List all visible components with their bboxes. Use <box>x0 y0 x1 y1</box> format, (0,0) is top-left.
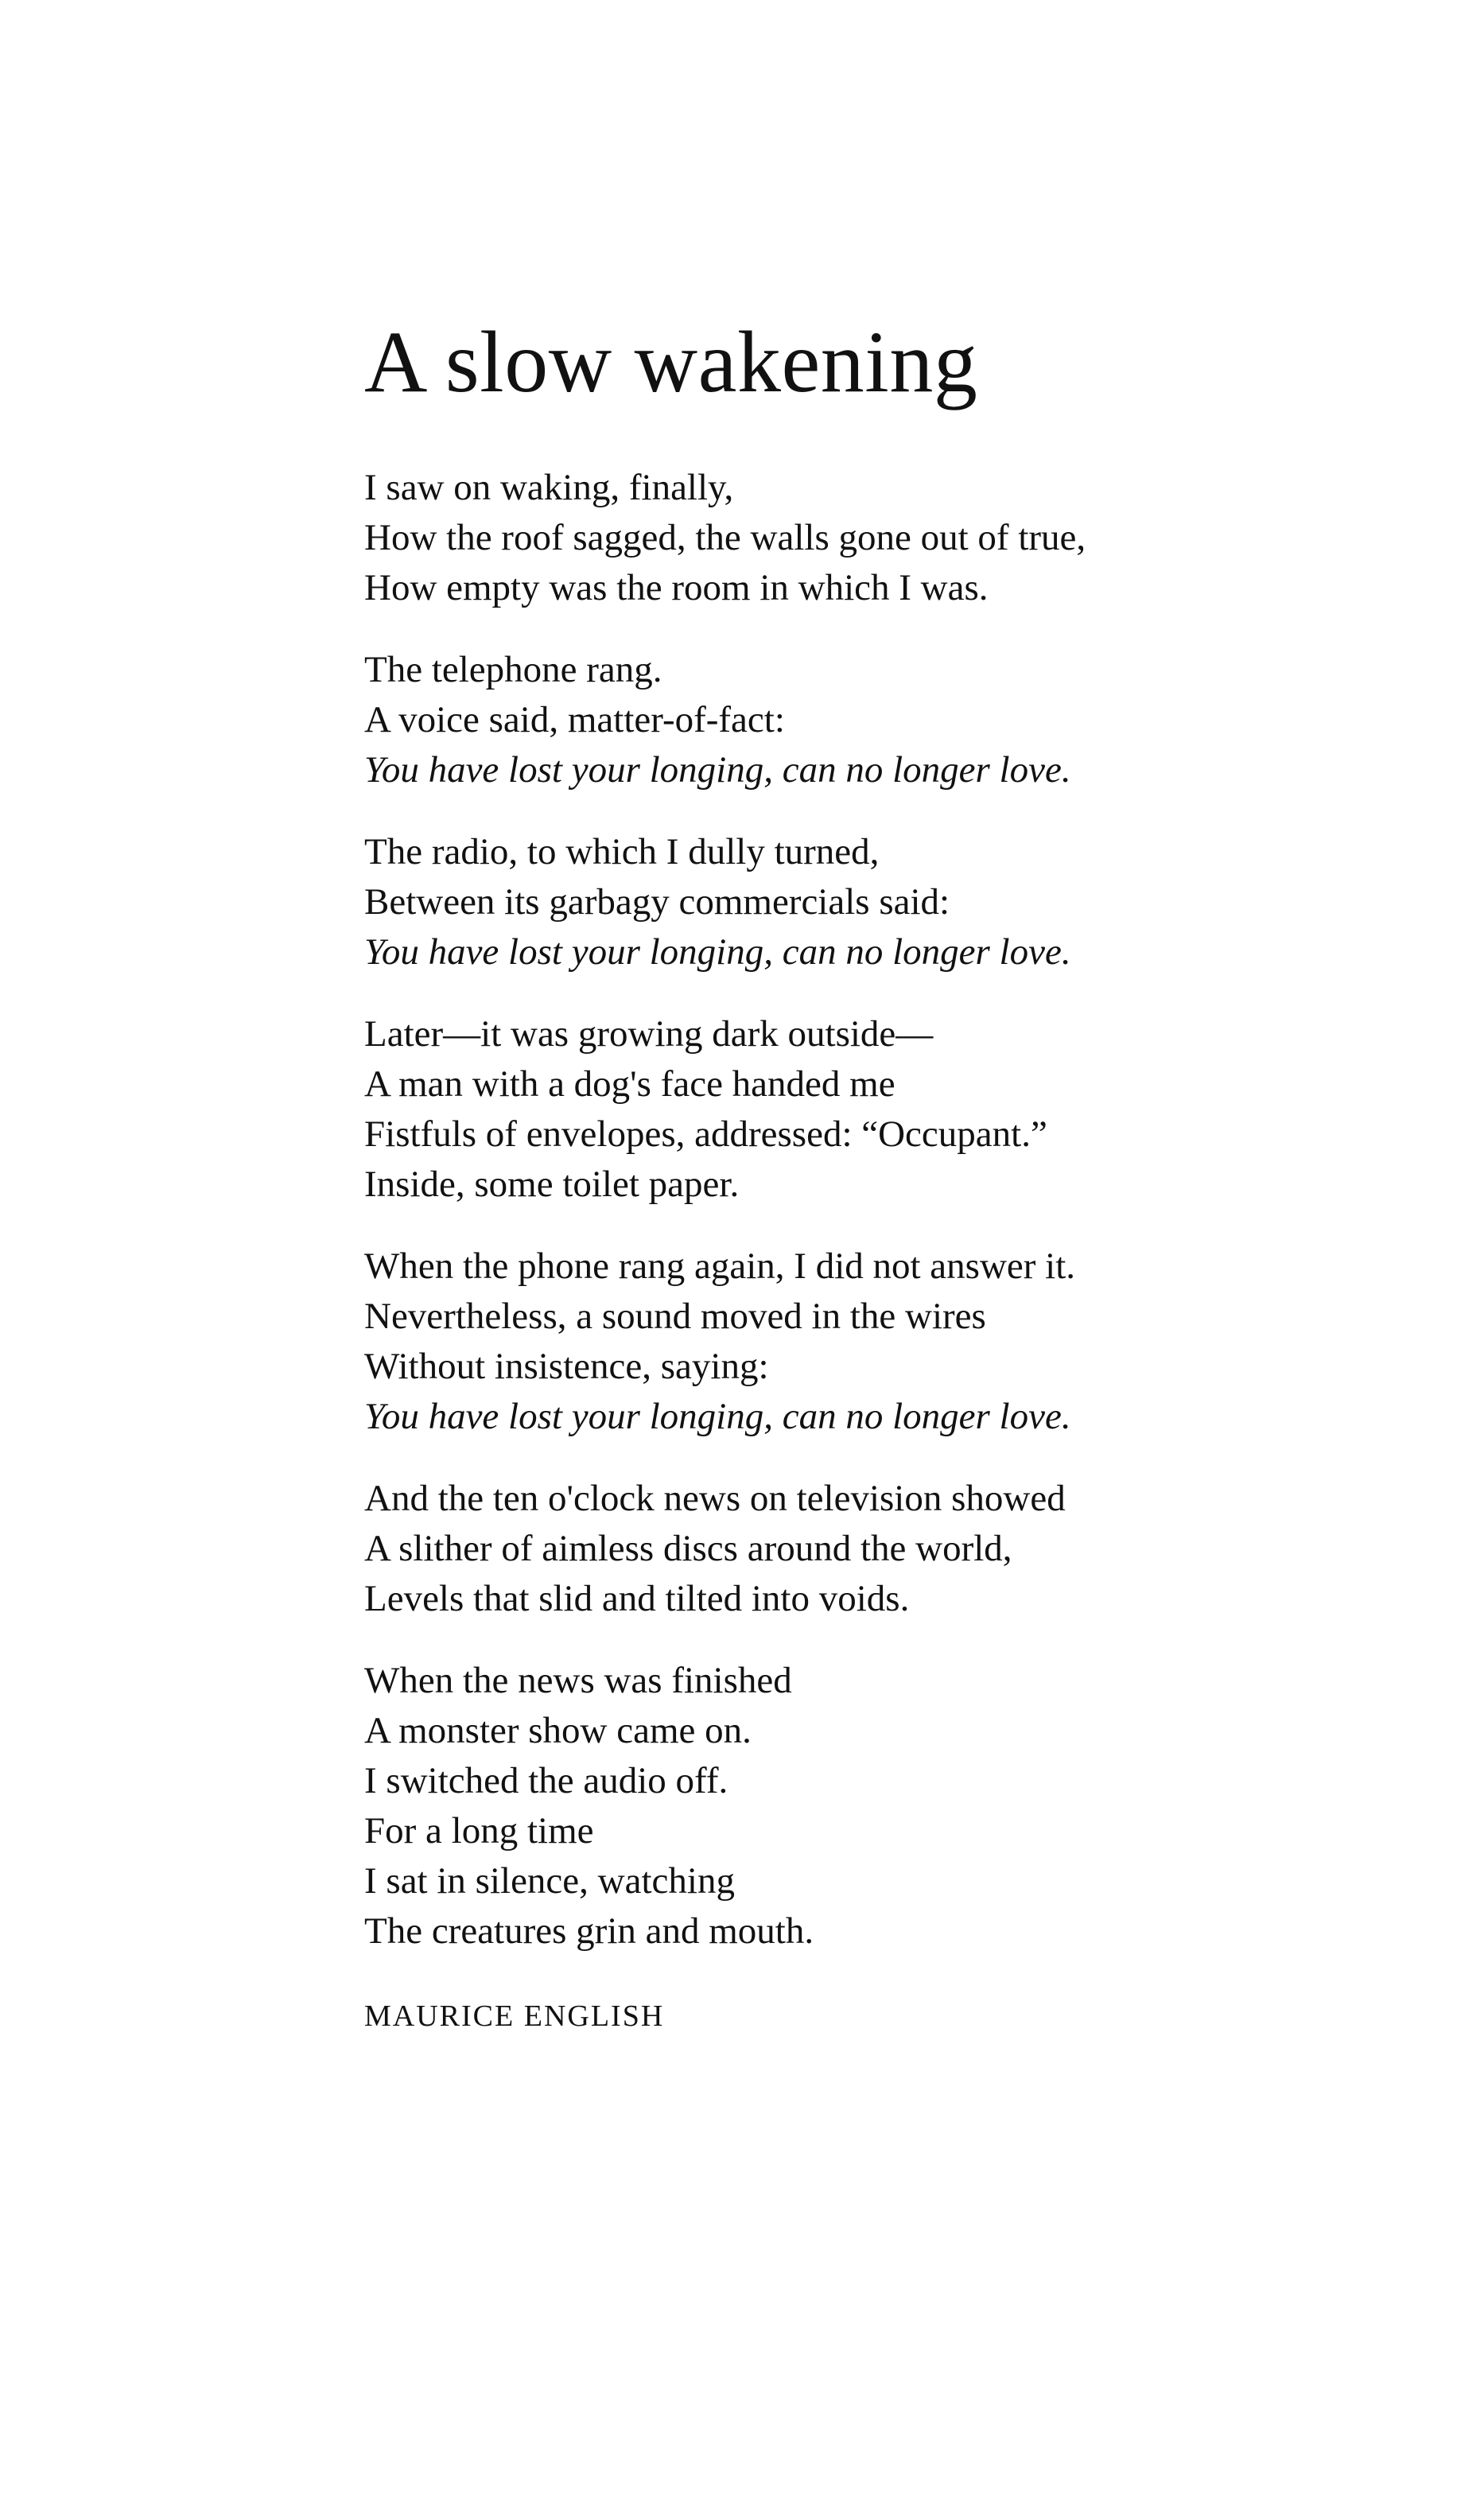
poem-line: You have lost your longing, can no longer love. <box>364 931 1071 973</box>
poem-line: A slither of aimless discs around the world, <box>364 1528 1012 1569</box>
poem-line: The radio, to which I dully turned, <box>364 831 880 872</box>
stanza <box>364 1009 1160 1210</box>
poem-line: I saw on waking, finally, <box>364 467 734 508</box>
poem-line: You have lost your longing, can no longer love. <box>364 749 1071 791</box>
poem-line: Without insistence, saying: <box>364 1346 769 1387</box>
stanza <box>364 1242 1160 1442</box>
stanza <box>364 645 1160 795</box>
poem-line: Nevertheless, a sound moved in the wires <box>364 1296 986 1337</box>
poem-line: Fistfuls of envelopes, addressed: “Occupant.” <box>364 1113 1047 1155</box>
poem-line: Later—it was growing dark outside— <box>364 1013 934 1055</box>
poem-line: I sat in silence, watching <box>364 1860 735 1902</box>
poem-line: Inside, some toilet paper. <box>364 1164 740 1205</box>
poem-line: How the roof sagged, the walls gone out of true, <box>364 517 1086 558</box>
poem-line: When the phone rang again, I did not answer it. <box>364 1245 1076 1287</box>
stanza <box>364 827 1160 977</box>
poem-line: The telephone rang. <box>364 649 662 690</box>
poem-line: Between its garbagy commercials said: <box>364 881 950 923</box>
poem-line: How empty was the room in which I was. <box>364 567 989 608</box>
poem-page <box>364 313 1160 2033</box>
poem-author: MAURICE ENGLISH <box>364 1999 665 2033</box>
poem-line: Levels that slid and tilted into voids. <box>364 1578 910 1619</box>
poem-line: When the news was finished <box>364 1660 792 1701</box>
poem-line: For a long time <box>364 1810 594 1852</box>
stanza <box>364 463 1160 613</box>
poem-line: I switched the audio off. <box>364 1760 728 1801</box>
poem-line: The creatures grin and mouth. <box>364 1910 814 1952</box>
poem-line: A man with a dog's face handed me <box>364 1063 895 1105</box>
poem-line: A voice said, matter-of-fact: <box>364 699 785 740</box>
poem-line: A monster show came on. <box>364 1710 752 1751</box>
poem-line: And the ten o'clock news on television showed <box>364 1478 1066 1519</box>
stanza <box>364 1474 1160 1624</box>
stanza <box>364 1656 1160 1957</box>
poem-body <box>364 463 1160 1957</box>
poem-title: A slow wakening <box>364 313 978 410</box>
poem-line: You have lost your longing, can no longer love. <box>364 1396 1071 1437</box>
